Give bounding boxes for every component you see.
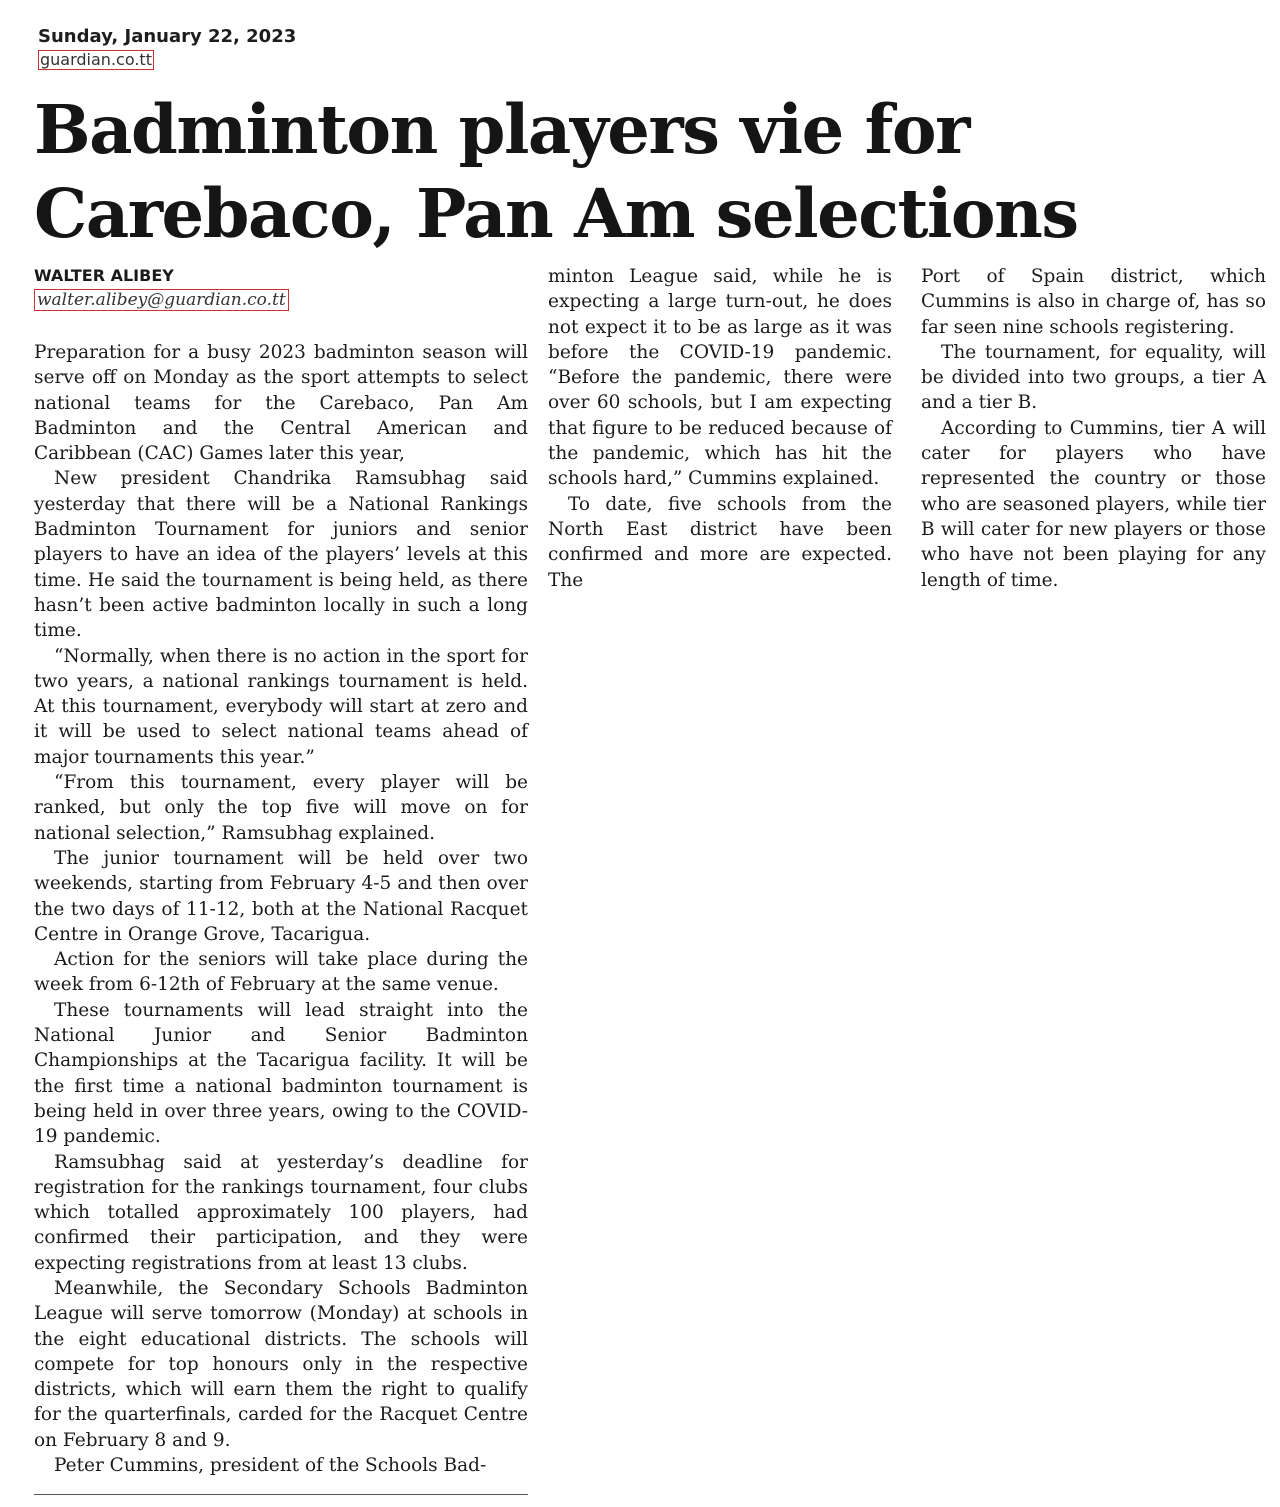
paragraph: The junior tournament will be held over two weekends, starting from February 4-5 and then over the two days of 11-12, both at the National Racquet Centre in Orange Grove, Tacarigua.: [34, 847, 528, 945]
paragraph: Action for the seniors will take place during the week from 6-12th of February at the same venue.: [34, 949, 528, 996]
article-column-3: [921, 264, 1266, 593]
headline-line-1: Badminton players vie for: [34, 90, 969, 169]
paragraph: Ramsubhag said at yesterday’s deadline for registration for the rankings tournament, four clubs which totalled approximately 100 players, had confirmed their participation, and they were expecting registrations from at least 13 clubs.: [34, 1151, 528, 1274]
byline: [34, 266, 289, 311]
paragraph: minton League said, while he is expecting a large turn-out, he does not expect it to be as large as it was before the COVID-19 pandemic. “Before the pandemic, there were over 60 schools, but I am expecting that figure to be reduced because of the pandemic, which has hit the schools hard,” Cummins explained.: [548, 266, 892, 490]
paragraph: Meanwhile, the Secondary Schools Badminton League will serve tomorrow (Monday) at schools in the eight educational districts. The schools will compete for top honours only in the respective districts, which will earn them the right to qualify for the quarterfinals, carded for the Racquet Centre on February 8 and 9.: [34, 1277, 528, 1451]
headline: [34, 88, 1254, 256]
author-email-link[interactable]: walter.alibey@guardian.co.tt: [34, 289, 289, 311]
paragraph: According to Cummins, tier A will cater for players who have represented the country or those who are seasoned players, while tier B will cater for new players or those who have not been playing for any length of time.: [921, 417, 1266, 591]
site-link[interactable]: guardian.co.tt: [40, 50, 152, 69]
paragraph: “From this tournament, every player will be ranked, but only the top five will move on for national selection,” Ramsubhag explained.: [34, 772, 528, 844]
masthead: [38, 26, 296, 70]
paragraph: Preparation for a busy 2023 badminton season will serve off on Monday as the sport attempts to select national teams for the Carebaco, Pan Am Badminton and the Central American and Caribbean (CAC) Games later this year,: [34, 342, 528, 465]
paragraph: Port of Spain district, which Cummins is also in charge of, has so far seen nine schools registering.: [921, 266, 1266, 338]
paragraph: New president Chandrika Ramsubhag said yesterday that there will be a National Rankings Badminton Tournament for juniors and senior players to have an idea of the players’ levels at this time. He said the tournament is being held, as there hasn’t been active badminton locally in such a long time.: [34, 468, 528, 642]
paragraph: “Normally, when there is no action in the sport for two years, a national rankings tournament is held. At this tournament, everybody will start at zero and it will be used to select national teams ahead of major tournaments this year.”: [34, 645, 528, 768]
publication-date: Sunday, January 22, 2023: [38, 26, 297, 47]
column-end-rule: [34, 1494, 528, 1495]
article-column-2: [548, 264, 892, 593]
paragraph: These tournaments will lead straight into the National Junior and Senior Badminton Championships at the Tacarigua facility. It will be the first time a national badminton tournament is being held in over three years, owing to the COVID-19 pandemic.: [34, 999, 528, 1148]
article-column-1: [34, 340, 528, 1478]
paragraph: The tournament, for equality, will be divided into two groups, a tier A and a tier B.: [921, 341, 1266, 414]
author-name: WALTER ALIBEY: [34, 266, 174, 285]
paragraph: To date, five schools from the North East district have been confirmed and more are expected. The: [548, 493, 892, 591]
headline-line-2: Carebaco, Pan Am selections: [34, 174, 1078, 253]
paragraph: Peter Cummins, president of the Schools Bad-: [54, 1455, 487, 1477]
